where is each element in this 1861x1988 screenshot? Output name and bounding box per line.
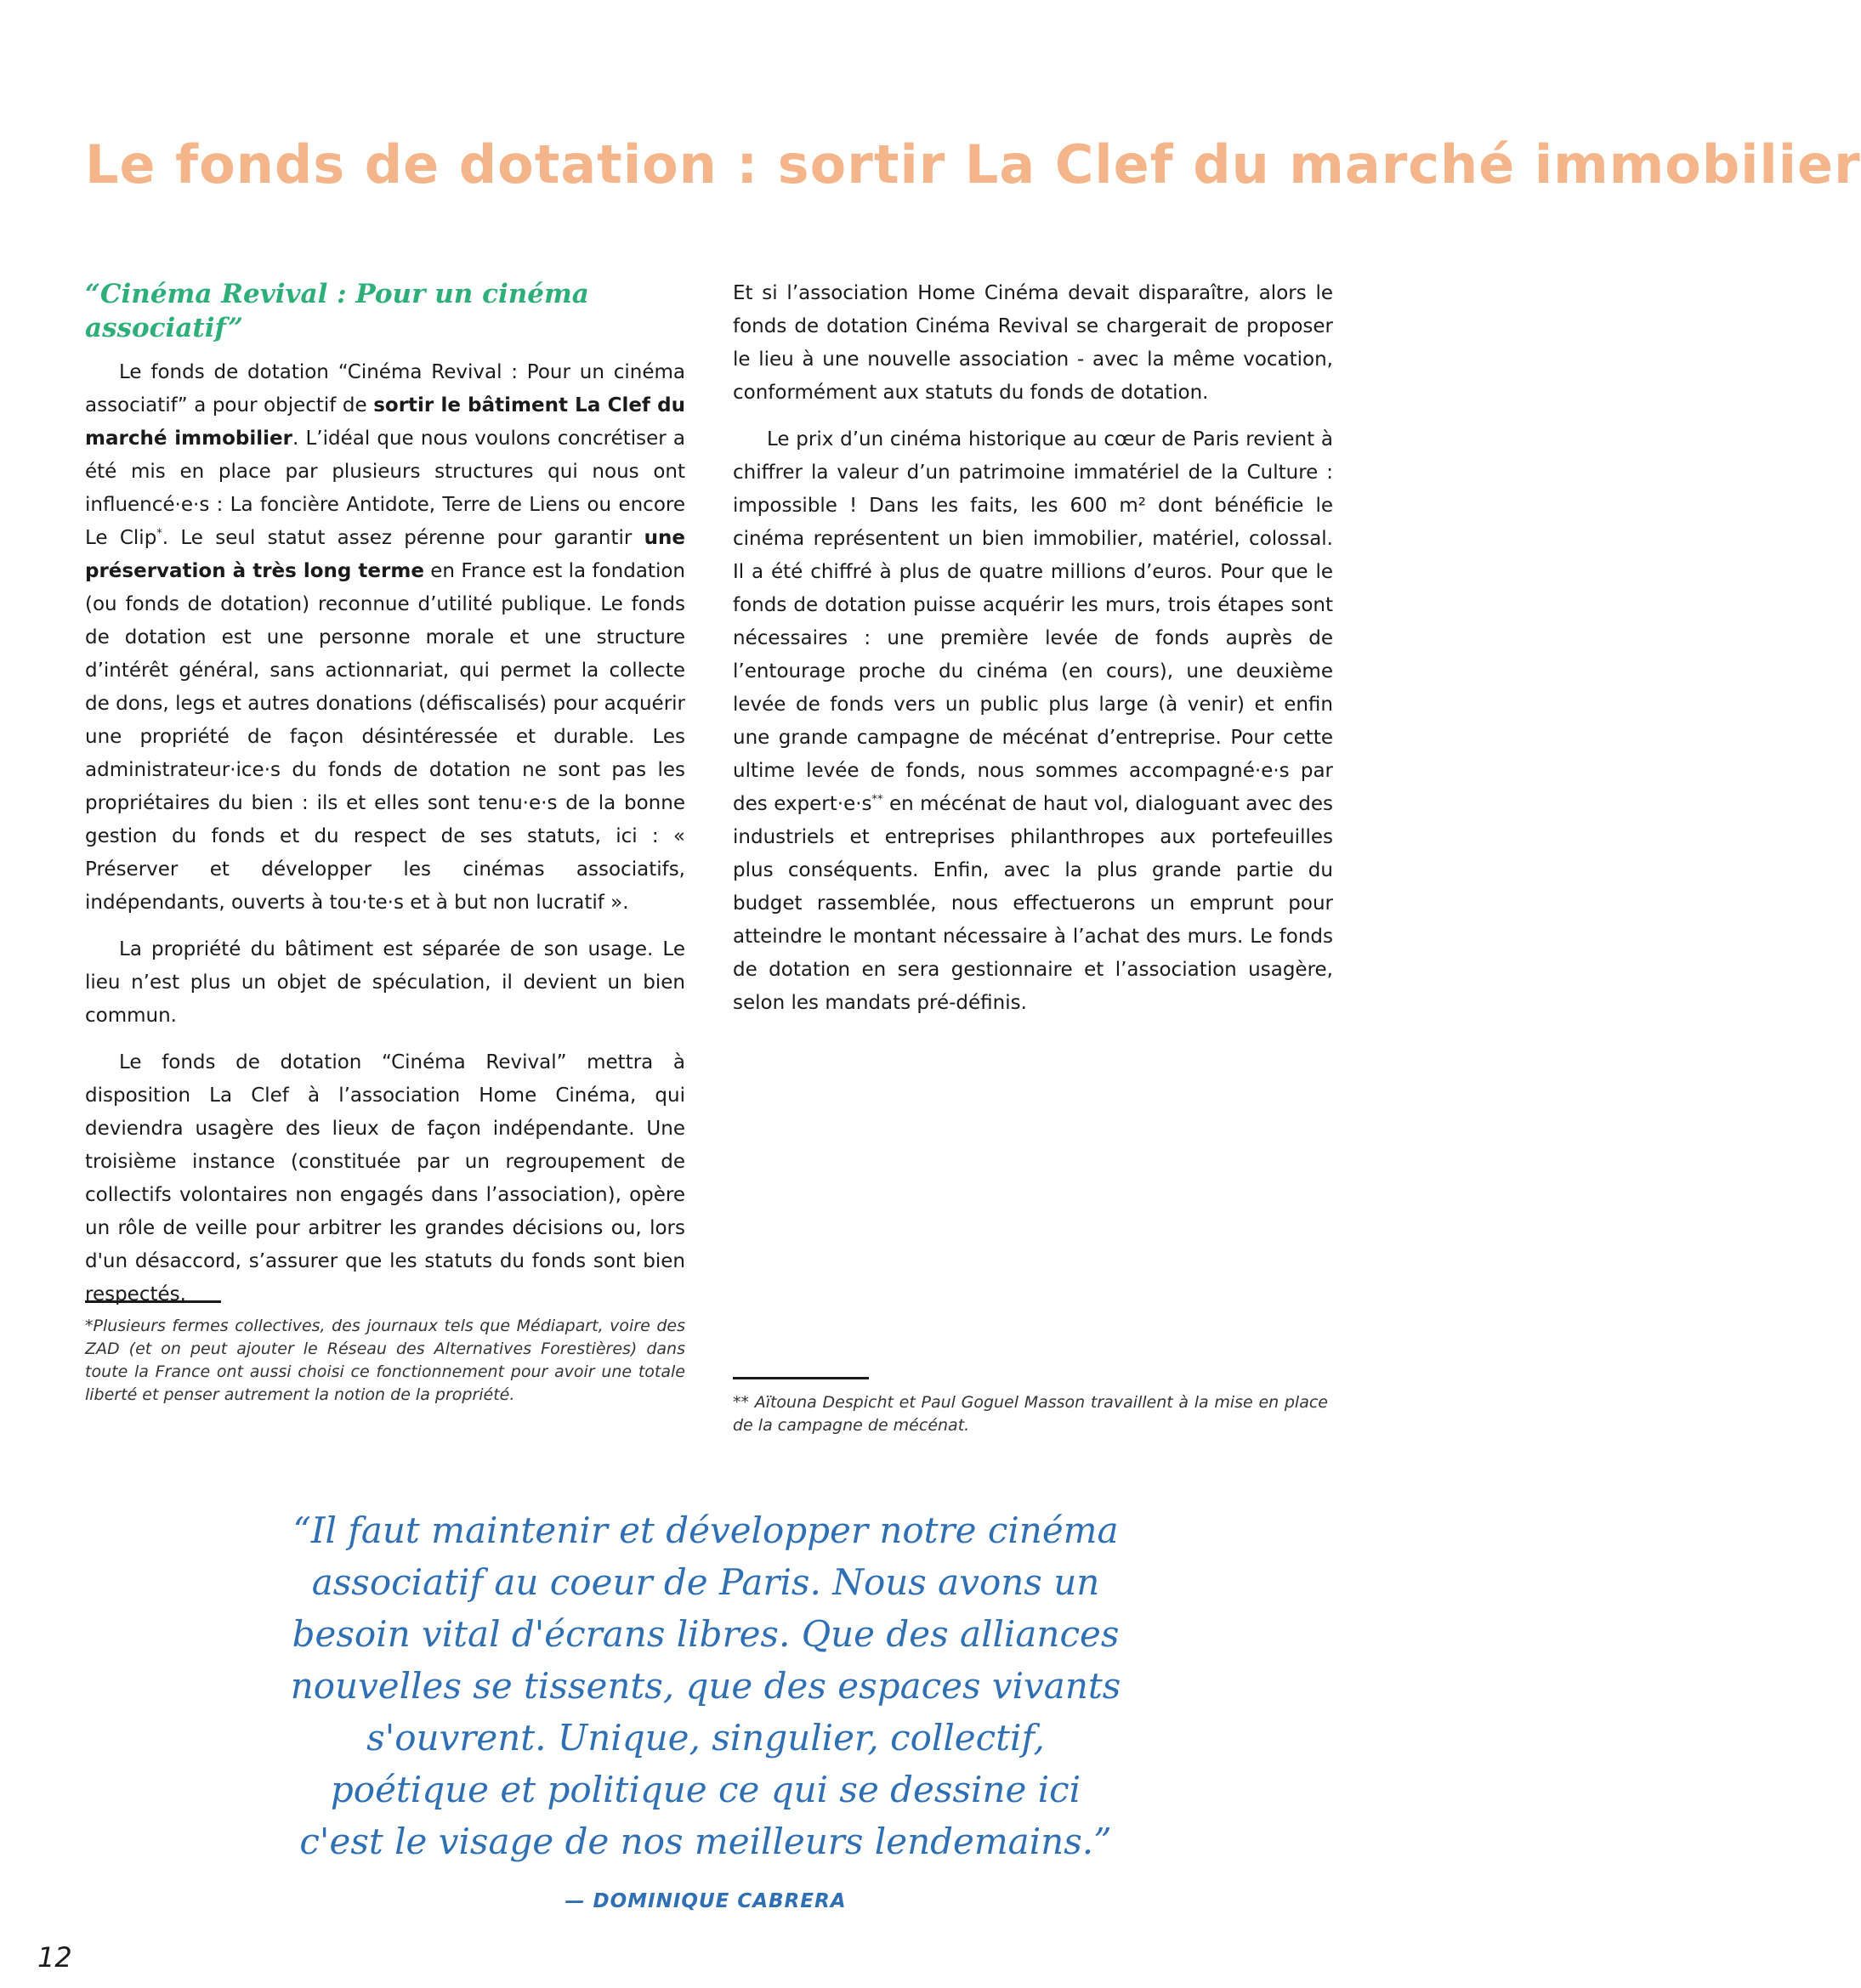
- footnote-left: [85, 1300, 685, 1407]
- page-title: Le fonds de dotation : sortir La Clef du marché immobilier: [85, 133, 1861, 195]
- footnote-right-text: ** Aïtouna Despicht et Paul Goguel Masson travaillent à la mise en place de la campagne de mécénat.: [733, 1393, 1328, 1435]
- left-paragraph-2: La propriété du bâtiment est séparée de son usage. Le lieu n’est plus un objet de spéculation, il devient un bien commun.: [85, 937, 685, 1027]
- section-subheading: “Cinéma Revival : Pour un cinéma associatif”: [85, 279, 589, 344]
- footnote-divider: [85, 1300, 221, 1303]
- quote-author: — DOMINIQUE CABRERA: [565, 1890, 847, 1912]
- right-paragraph-2: Le prix d’un cinéma historique au cœur de Paris revient à chiffrer la valeur d’un patrimoine immatériel de la Culture : impossible ! Dans les faits, les 600 m² dont bénéficie le cinéma représentent un bien immobilier, matériel, colossal. Il a été chiffré à plus de quatre millions d’euros. Pour que le fonds de dotation puisse acquérir les murs, trois étapes sont nécessaires : une première levée de fonds auprès de l’entourage proche du cinéma (en cours), une deuxième levée de fonds vers un public plus large (à venir) et enfin une grande campagne de mécénat d’entreprise. Pour cette ultime levée de fonds, nous sommes accompagné·e·s par des expert·e·s** en mécénat de haut vol, dialoguant avec des industriels et entreprises philanthropes aux portefeuilles plus conséquents. Enfin, avec la plus grande partie du budget rassemblée, nous effectuerons un emprunt pour atteindre le montant nécessaire à l’achat des murs. Le fonds de dotation en sera gestionnaire et l’association usagère, selon les mandats pré-définis.: [733, 428, 1333, 1014]
- right-column: [733, 277, 1333, 1034]
- footnote-divider: [733, 1377, 869, 1379]
- footnote-marker: *: [156, 526, 162, 540]
- footnote-left-text: *Plusieurs fermes collectives, des journaux tels que Médiapart, voire des ZAD (et on peut ajouter le Réseau des Alternatives Forestières) dans toute la France ont aussi choisi ce fonctionnement pour avoir une totale liberté et penser autrement la notion de la propriété.: [85, 1317, 685, 1404]
- left-column: [85, 277, 685, 1325]
- left-paragraph-3: Le fonds de dotation “Cinéma Revival” mettra à disposition La Clef à l’association Home Cinéma, qui deviendra usagère des lieux de façon indépendante. Une troisième instance (constituée par un regroupement de collectifs volontaires non engagés dans l’association), opère un rôle de veille pour arbitrer les grandes décisions ou, lors d'un désaccord, s’assurer que les statuts du fonds sont bien respectés.: [85, 1051, 685, 1306]
- right-paragraph-1: Et si l’association Home Cinéma devait disparaître, alors le fonds de dotation Cinéma Revival se chargerait de proposer le lieu à une nouvelle association - avec la même vocation, conformément aux statuts du fonds de dotation.: [733, 282, 1333, 404]
- pull-quote: “Il faut maintenir et développer notre cinéma associatif au coeur de Paris. Nous avons un besoin vital d'écrans libres. Que des alliances nouvelles se tissents, que des espaces vivants s'ouvrent. Unique, singulier, collectif, poétique et politique ce qui se dessine ici c'est le visage de nos meilleurs lendemains.”: [290, 1509, 1121, 1862]
- footnote-marker: **: [871, 793, 883, 807]
- footnote-right: [733, 1377, 1328, 1437]
- emphasis-text: sortir le bâtiment La Clef du marché immobilier: [85, 394, 685, 450]
- left-paragraph-1: Le fonds de dotation “Cinéma Revival : Pour un cinéma associatif” a pour objectif de sortir le bâtiment La Clef du marché immobilier. L’idéal que nous voulons concrétiser a été mis en place par plusieurs structures qui nous ont influencé·e·s : La foncière Antidote, Terre de Liens ou encore Le Clip*. Le seul statut assez pérenne pour garantir une préservation à très long terme en France est la fondation (ou fonds de dotation) reconnue d’utilité publique. Le fonds de dotation est une personne morale et une structure d’intérêt général, sans actionnariat, qui permet la collecte de dons, legs et autres donations (défiscalisés) pour acquérir une propriété de façon désintéressée et durable. Les administrateur·ice·s du fonds de dotation ne sont pas les propriétaires du bien : ils et elles sont tenu·e·s de la bonne gestion du fonds et du respect de ses statuts, ici : « Préserver et développer les cinémas associatifs, indépendants, ouverts à tou·te·s et à but non lucratif ».: [85, 360, 686, 914]
- page-number: 12: [37, 1941, 72, 1974]
- emphasis-text: une préservation à très long terme: [85, 526, 686, 582]
